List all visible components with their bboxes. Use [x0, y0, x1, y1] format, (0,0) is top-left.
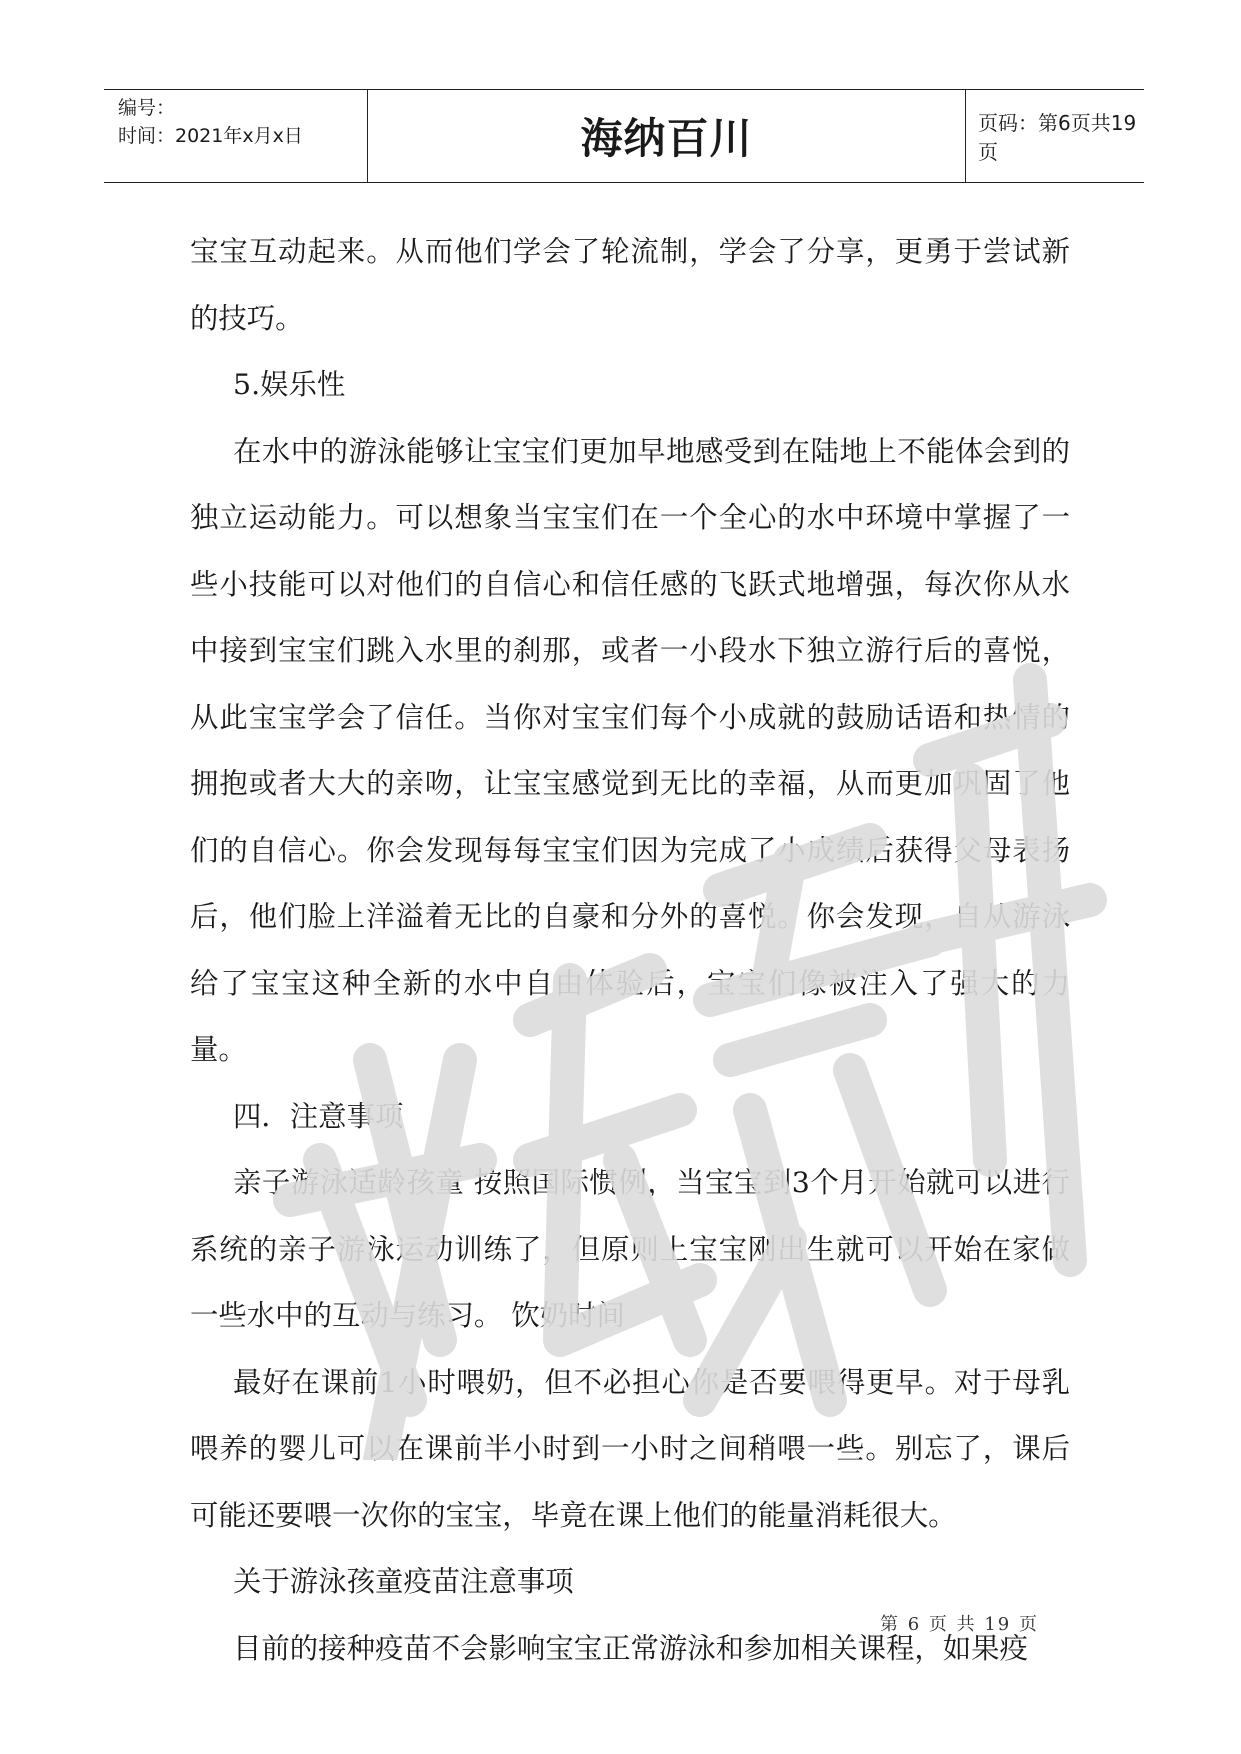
doc-number-label: 编号：: [118, 97, 176, 119]
paragraph-vaccine: 目前的接种疫苗不会影响宝宝正常游泳和参加相关课程，如果疫: [233, 1631, 1028, 1665]
header-brand: 海纳百川: [368, 90, 966, 182]
section-heading-vaccine: 关于游泳孩童疫苗注意事项: [233, 1565, 574, 1598]
doc-date-label: 时间：2021年x月x日: [118, 125, 303, 147]
paragraph-age: 亲子游泳适龄孩童 按照国际惯例，当宝宝到3个月开始就可以进行系统的亲子游泳运动训练了，但原则上宝宝刚出生就可以开始在家做一些水中的互动与练习。 饮奶时间: [190, 1166, 1070, 1332]
page-footer: 第 6 页 共 19 页: [880, 1614, 1039, 1635]
page-header: [104, 89, 1144, 183]
header-meta: [104, 90, 368, 182]
section-heading-notes: 四．注意事项: [233, 1099, 404, 1133]
paragraph-feeding: 最好在课前1小时喂奶，但不必担心你是否要喂得更早。对于母乳喂养的婴儿可以在课前半小时到一小时之间稍喂一些。别忘了，课后可能还要喂一次你的宝宝，毕竟在课上他们的能量消耗很大。: [190, 1365, 1070, 1532]
paragraph-continued: 宝宝互动起来。从而他们学会了轮流制，学会了分享，更勇于尝试新的技巧。: [190, 235, 1070, 335]
document-body: [190, 219, 1070, 1682]
paragraph-entertainment: 在水中的游泳能够让宝宝们更加早地感受到在陆地上不能体会到的独立运动能力。可以想象当宝宝们在一个全心的水中环境中掌握了一些小技能可以对他们的自信心和信任感的飞跃式地增强，每次你从水中接到宝宝们跳入水里的刹那，或者一小段水下独立游行后的喜悦，从此宝宝学会了信任。当你对宝宝们每个小成就的鼓励话语和热情的拥抱或者大大的亲吻，让宝宝感觉到无比的幸福，从而更加巩固了他们的自信心。你会发现每每宝宝们因为完成了小成绩后获得父母表扬后，他们脸上洋溢着无比的自豪和分外的喜悦。你会发现，自从游泳给了宝宝这种全新的水中自由体验后，宝宝们像被注入了强大的力量。: [190, 434, 1070, 1066]
header-page-label: 页码：第6页共19页: [978, 111, 1137, 164]
section-heading-entertainment: 5.娱乐性: [233, 368, 346, 401]
